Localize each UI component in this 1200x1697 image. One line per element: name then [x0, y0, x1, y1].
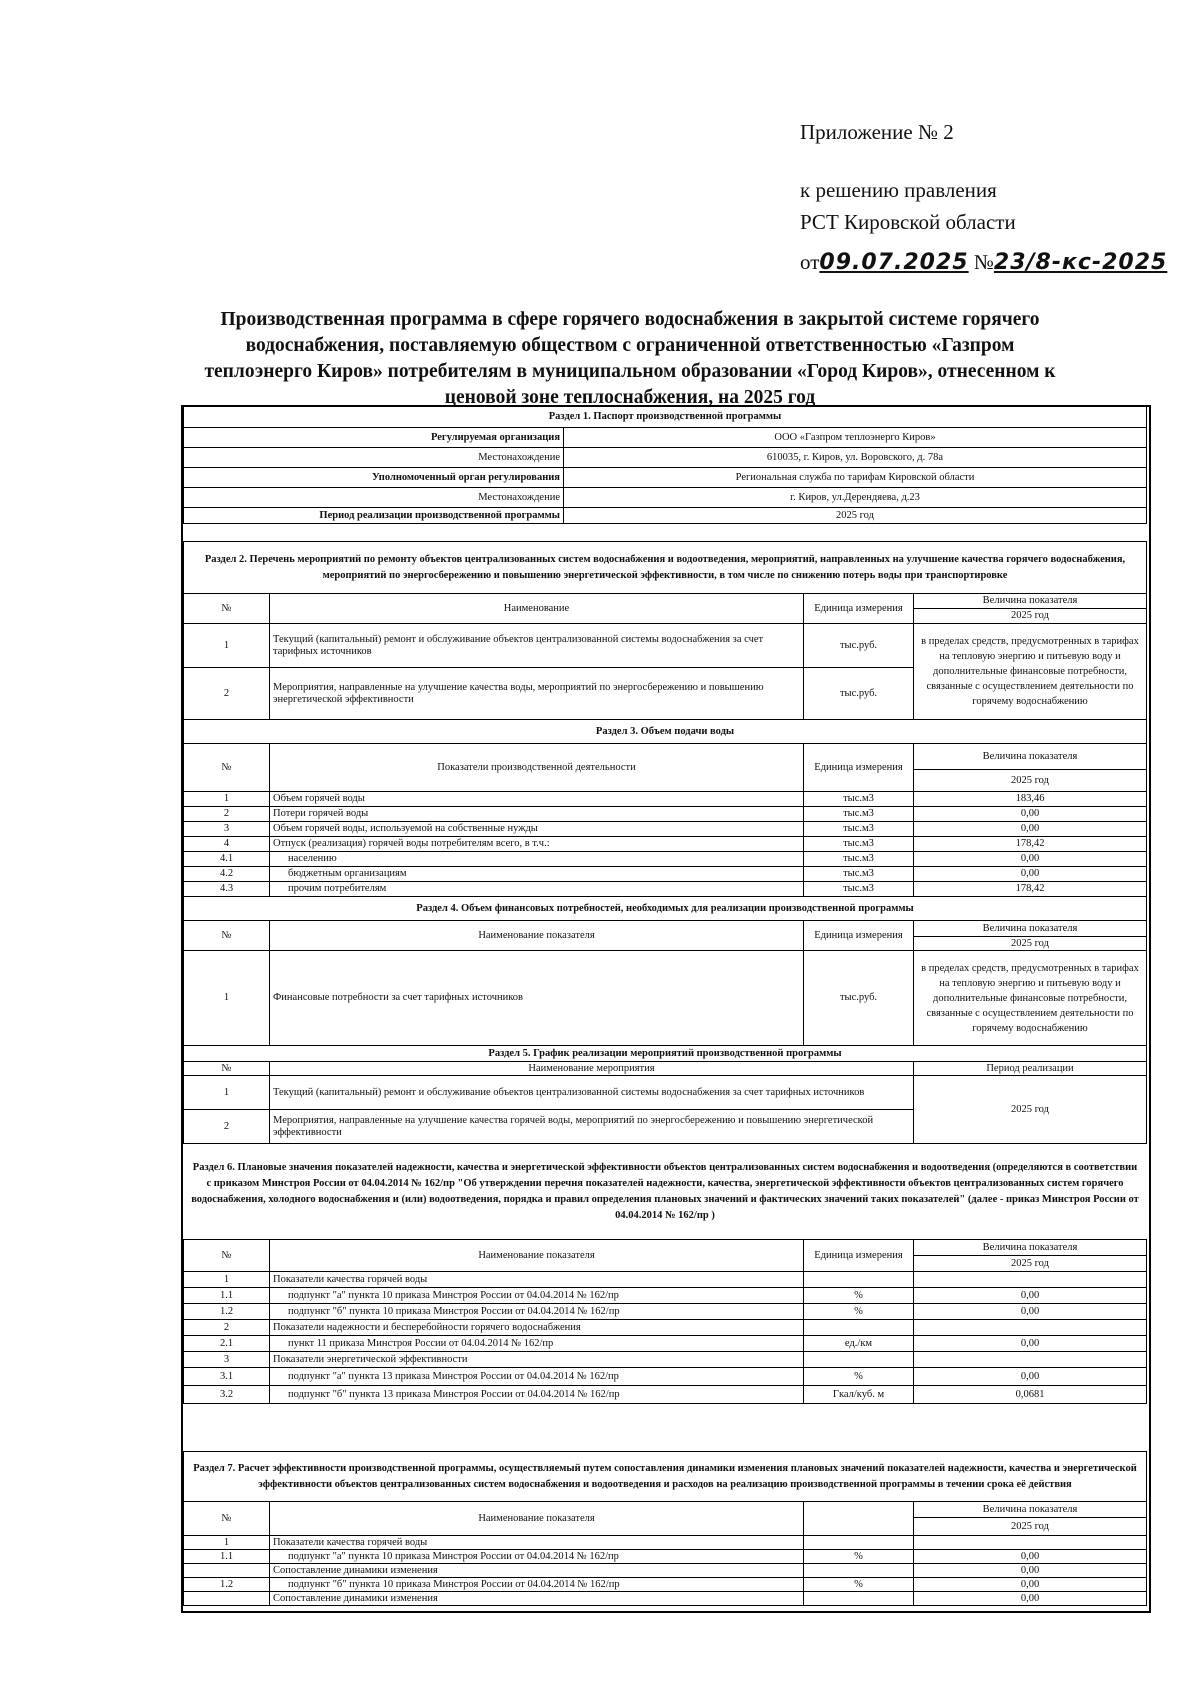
col-value: Величина показателя [914, 594, 1147, 609]
row-value: 0,00 [914, 1592, 1147, 1606]
row-unit: тыс.руб. [804, 624, 914, 668]
passport-value: 610035, г. Киров, ул. Воровского, д. 78а [564, 448, 1147, 468]
section2-table [183, 541, 1147, 720]
row-name: Показатели качества горячей воды [270, 1536, 804, 1550]
section7-title: Раздел 7. Расчет эффективности производственной программы, осуществляемый путем сопоставления динамики изменения плановых значений показателей надежности, качества и энергетической эффективности объектов централизованных систем водоснабжения и водоотведения и расходов на реализацию производственной программы в течении срока её действия [184, 1452, 1147, 1502]
row-unit: ед./км [804, 1336, 914, 1352]
row-name: Сопоставление динамики изменения [270, 1592, 804, 1606]
row-name: населению [270, 852, 804, 867]
number-prefix: № [973, 250, 994, 274]
handwritten-date: 09.07.2025 [819, 250, 969, 275]
col-value: Величина показателя [914, 921, 1147, 937]
col-year: 2025 год [914, 1256, 1147, 1272]
handwritten-number: 23/8-кс-2025 [993, 250, 1168, 275]
row-name: Текущий (капитальный) ремонт и обслуживание объектов централизованной системы водоснабжения за счет тарифных источников [270, 624, 804, 668]
col-value: Величина показателя [914, 1502, 1147, 1518]
row-value: 0,00 [914, 867, 1147, 882]
row-num [184, 1564, 270, 1578]
row-num: 4.2 [184, 867, 270, 882]
row-value [914, 1536, 1147, 1550]
row-num: 2 [184, 807, 270, 822]
row-name: подпункт "а" пункта 10 приказа Минстроя России от 04.04.2014 № 162/пр [270, 1288, 804, 1304]
row-num: 3.1 [184, 1368, 270, 1386]
row-unit: тыс.м3 [804, 867, 914, 882]
section3-table [183, 719, 1147, 897]
section7-table [183, 1451, 1147, 1606]
col-year: 2025 год [914, 770, 1147, 792]
row-name: подпункт "а" пункта 10 приказа Минстроя России от 04.04.2014 № 162/пр [270, 1550, 804, 1564]
row-num: 3 [184, 822, 270, 837]
col-name: Наименование мероприятия [270, 1062, 914, 1076]
row-value: 178,42 [914, 882, 1147, 897]
row-unit [804, 1352, 914, 1368]
col-name: Показатели производственной деятельности [270, 744, 804, 792]
row-unit: тыс.руб. [804, 951, 914, 1046]
section6-title: Раздел 6. Плановые значения показателей надежности, качества и энергетической эффективности объектов централизованных систем водоснабжения и водоотведения (определяются в соответствии с приказом Минстроя России от 04.04.2014 № 162/пр "Об утверждении перечня показателей надежности, качества, энергетической эффективности объектов централизованных систем горячего водоснабжения, холодного водоснабжения и (или) водоотведения, порядка и правил определения плановых значений и фактических значений таких показателей" (далее - приказ Минстроя России от 04.04.2014 № 162/пр ) [184, 1144, 1147, 1240]
passport-label: Уполномоченный орган регулирования [184, 468, 564, 488]
col-unit: Единица измерения [804, 1240, 914, 1272]
row-num: 3.2 [184, 1386, 270, 1404]
row-name: подпункт "б" пункта 10 приказа Минстроя России от 04.04.2014 № 162/пр [270, 1578, 804, 1592]
row-num: 1 [184, 624, 270, 668]
row-name: прочим потребителям [270, 882, 804, 897]
col-name: Наименование показателя [270, 1240, 804, 1272]
row-value: 0,00 [914, 1288, 1147, 1304]
col-num: № [184, 1502, 270, 1536]
annex-line2: РСТ Кировской области [800, 210, 1016, 234]
date-prefix: от [800, 250, 820, 274]
row-unit: % [804, 1288, 914, 1304]
row-unit [804, 1320, 914, 1336]
section2-title: Раздел 2. Перечень мероприятий по ремонту объектов централизованных систем водоснабжения и водоотведения, мероприятий, направленных на улучшение качества горячего водоснабжения, мероприятий по энергосбережению и повышению энергетической эффективности, в том числе по снижению потерь воды при транспортировке [184, 542, 1147, 594]
row-unit: Гкал/куб. м [804, 1386, 914, 1404]
row-num: 4.3 [184, 882, 270, 897]
row-num: 2 [184, 1110, 270, 1144]
period-value: 2025 год [914, 1076, 1147, 1144]
row-value [914, 1272, 1147, 1288]
row-name: Потери горячей воды [270, 807, 804, 822]
row-unit: тыс.м3 [804, 837, 914, 852]
col-num: № [184, 744, 270, 792]
row-unit: тыс.м3 [804, 792, 914, 807]
row-name: пункт 11 приказа Минстроя России от 04.04.2014 № 162/пр [270, 1336, 804, 1352]
row-name: Сопоставление динамики изменения [270, 1564, 804, 1578]
section4-table [183, 896, 1147, 1046]
row-value: 0,00 [914, 1304, 1147, 1320]
row-name: Показатели надежности и бесперебойности горячего водоснабжения [270, 1320, 804, 1336]
row-num: 1.2 [184, 1304, 270, 1320]
row-num: 1 [184, 1076, 270, 1110]
row-name: бюджетным организациям [270, 867, 804, 882]
row-unit: тыс.м3 [804, 822, 914, 837]
section3-rows [184, 792, 1147, 897]
row-num: 1 [184, 1272, 270, 1288]
row-value: 0,00 [914, 1336, 1147, 1352]
col-year: 2025 год [914, 609, 1147, 624]
row-unit [804, 1564, 914, 1578]
passport-value: Региональная служба по тарифам Кировской области [564, 468, 1147, 488]
row-num: 4 [184, 837, 270, 852]
row-name: Текущий (капитальный) ремонт и обслуживание объектов централизованной системы водоснабжения за счет тарифных источников [270, 1076, 914, 1110]
row-name: Финансовые потребности за счет тарифных источников [270, 951, 804, 1046]
row-value: 0,00 [914, 1578, 1147, 1592]
row-value [914, 1352, 1147, 1368]
col-num: № [184, 1062, 270, 1076]
col-year: 2025 год [914, 937, 1147, 951]
col-unit: Единица измерения [804, 744, 914, 792]
row-name: Мероприятия, направленные на улучшение качества горячей воды, мероприятий по энергосбережению и повышению энергетической эффективности [270, 1110, 914, 1144]
row-unit: тыс.м3 [804, 807, 914, 822]
row-unit: тыс.м3 [804, 882, 914, 897]
section6-table [183, 1143, 1147, 1404]
row-unit [804, 1272, 914, 1288]
row-num: 1 [184, 951, 270, 1046]
col-num: № [184, 594, 270, 624]
row-name: Мероприятия, направленные на улучшение качества воды, мероприятий по энергосбережению и повышению энергетической эффективности [270, 668, 804, 720]
row-num: 3 [184, 1352, 270, 1368]
col-value: Величина показателя [914, 744, 1147, 770]
section4-title: Раздел 4. Объем финансовых потребностей, необходимых для реализации производственной программы [184, 897, 1147, 921]
col-name: Наименование показателя [270, 1502, 804, 1536]
row-name: Объем горячей воды [270, 792, 804, 807]
passport-label: Регулируемая организация [184, 428, 564, 448]
col-num: № [184, 921, 270, 951]
row-num: 1.1 [184, 1550, 270, 1564]
passport-label: Период реализации производственной программы [184, 508, 564, 524]
passport-value: г. Киров, ул.Дерендяева, д.23 [564, 488, 1147, 508]
row-num [184, 1592, 270, 1606]
merged-value: в пределах средств, предусмотренных в тарифах на тепловую энергию и питьевую воду и дополнительные финансовые потребности, связанные с осуществлением деятельности по горячему водоснабжению [914, 624, 1147, 720]
row-value: 178,42 [914, 837, 1147, 852]
row-unit: % [804, 1304, 914, 1320]
row-value: 0,00 [914, 1550, 1147, 1564]
row-unit: тыс.м3 [804, 852, 914, 867]
col-period: Период реализации [914, 1062, 1147, 1076]
row-value: 0,00 [914, 807, 1147, 822]
annex-number: Приложение № 2 [800, 120, 954, 144]
row-name: Объем горячей воды, используемой на собственные нужды [270, 822, 804, 837]
passport-value: 2025 год [564, 508, 1147, 524]
row-unit: % [804, 1368, 914, 1386]
section1-table [183, 405, 1147, 524]
annex-line1: к решению правления [800, 178, 997, 202]
row-name: подпункт "б" пункта 10 приказа Минстроя России от 04.04.2014 № 162/пр [270, 1304, 804, 1320]
col-name: Наименование показателя [270, 921, 804, 951]
row-unit: % [804, 1578, 914, 1592]
row-num: 2 [184, 1320, 270, 1336]
col-unit: Единица измерения [804, 594, 914, 624]
section5-table [183, 1045, 1147, 1144]
row-num: 4.1 [184, 852, 270, 867]
row-name: подпункт "а" пункта 13 приказа Минстроя России от 04.04.2014 № 162/пр [270, 1368, 804, 1386]
passport-label: Местонахождение [184, 448, 564, 468]
row-name: подпункт "б" пункта 13 приказа Минстроя России от 04.04.2014 № 162/пр [270, 1386, 804, 1404]
row-num: 1.2 [184, 1578, 270, 1592]
row-unit [804, 1536, 914, 1550]
passport-label: Местонахождение [184, 488, 564, 508]
row-unit: тыс.руб. [804, 668, 914, 720]
col-num: № [184, 1240, 270, 1272]
passport-value: ООО «Газпром теплоэнерго Киров» [564, 428, 1147, 448]
col-unit: Единица измерения [804, 921, 914, 951]
col-unit-empty [804, 1502, 914, 1536]
col-value: Величина показателя [914, 1240, 1147, 1256]
row-value: 183,46 [914, 792, 1147, 807]
row-value: в пределах средств, предусмотренных в тарифах на тепловую энергию и питьевую воду и дополнительные финансовые потребности, связанные с осуществлением деятельности по горячему водоснабжению [914, 951, 1147, 1046]
row-num: 1.1 [184, 1288, 270, 1304]
row-value: 0,00 [914, 1564, 1147, 1578]
row-num: 2 [184, 668, 270, 720]
row-num: 1 [184, 792, 270, 807]
row-num: 1 [184, 1536, 270, 1550]
row-name: Показатели качества горячей воды [270, 1272, 804, 1288]
annex-date-line [800, 250, 1167, 275]
row-name: Отпуск (реализация) горячей воды потребителям всего, в т.ч.: [270, 837, 804, 852]
row-unit [804, 1592, 914, 1606]
row-num: 2.1 [184, 1336, 270, 1352]
row-name: Показатели энергетической эффективности [270, 1352, 804, 1368]
section3-title: Раздел 3. Объем подачи воды [184, 720, 1147, 744]
document-title: Производственная программа в сфере горячего водоснабжения в закрытой системе горячего водоснабжения, поставляемую обществом с ограниченной ответственностью «Газпром теплоэнерго Киров» потребителям в муниципальном образовании «Город Киров», отнесенном к ценовой зоне теплоснабжения, на 2025 год [204, 309, 1056, 408]
col-year: 2025 год [914, 1518, 1147, 1536]
row-value: 0,0681 [914, 1386, 1147, 1404]
row-value [914, 1320, 1147, 1336]
row-value: 0,00 [914, 852, 1147, 867]
row-value: 0,00 [914, 822, 1147, 837]
section1-title: Раздел 1. Паспорт производственной программы [184, 406, 1147, 428]
row-value: 0,00 [914, 1368, 1147, 1386]
section5-title: Раздел 5. График реализации мероприятий производственной программы [184, 1046, 1147, 1062]
col-name: Наименование [270, 594, 804, 624]
row-unit: % [804, 1550, 914, 1564]
